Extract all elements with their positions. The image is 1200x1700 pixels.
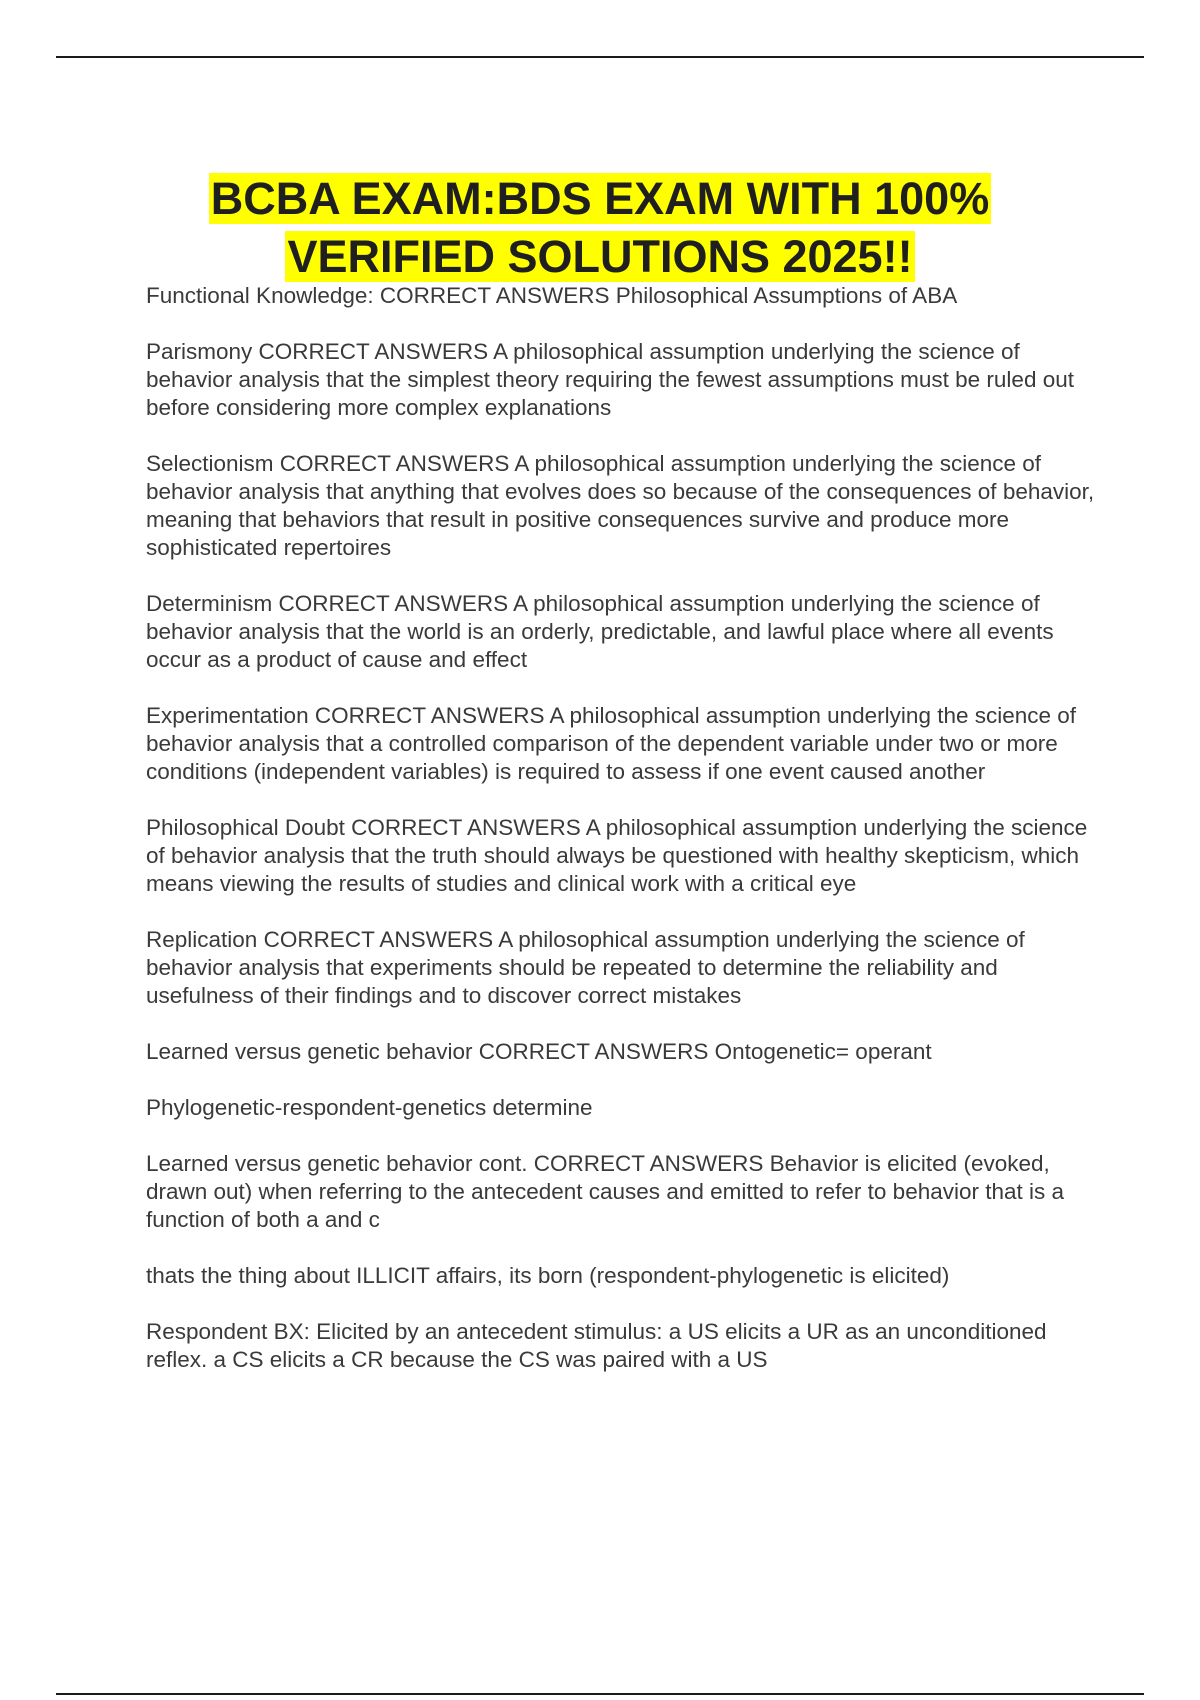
paragraph-learned-vs-genetic: Learned versus genetic behavior CORRECT ANSWERS Ontogenetic= operant bbox=[146, 1039, 932, 1064]
paragraph-phylogenetic: Phylogenetic-respondent-genetics determine bbox=[146, 1095, 593, 1120]
paragraph-experimentation: Experimentation CORRECT ANSWERS A philosophical assumption underlying the science of behavior analysis that a controlled comparison of the dependent variable under two or more conditions (independent variables) is required to assess if one event caused another bbox=[146, 703, 1077, 784]
page-title bbox=[100, 170, 1100, 286]
paragraph-respondent-bx: Respondent BX: Elicited by an antecedent stimulus: a US elicits a UR as an unconditioned reflex. a CS elicits a CR because the CS was paired with a US bbox=[146, 1319, 1047, 1372]
title-highlight: BCBA EXAM:BDS EXAM WITH 100% VERIFIED SOLUTIONS 2025!! bbox=[210, 173, 990, 283]
paragraph-illicit-affairs: thats the thing about ILLICIT affairs, its born (respondent-phylogenetic is elicited) bbox=[146, 1263, 950, 1288]
bottom-rule bbox=[56, 1693, 1144, 1695]
paragraph-functional-knowledge: Functional Knowledge: CORRECT ANSWERS Philosophical Assumptions of ABA bbox=[146, 283, 958, 308]
paragraph-replication: Replication CORRECT ANSWERS A philosophical assumption underlying the science of behavior analysis that experiments should be repeated to determine the reliability and usefulness of their findings and to discover correct mistakes bbox=[146, 927, 1025, 1008]
top-rule bbox=[56, 56, 1144, 58]
paragraph-parismony: Parismony CORRECT ANSWERS A philosophical assumption underlying the science of behavior analysis that the simplest theory requiring the fewest assumptions must be ruled out before considering more complex explanations bbox=[146, 339, 1074, 420]
paragraph-learned-vs-genetic-cont: Learned versus genetic behavior cont. CORRECT ANSWERS Behavior is elicited (evoked, drawn out) when referring to the antecedent causes and emitted to refer to behavior that is a function of both a and c bbox=[146, 1151, 1065, 1232]
document-body bbox=[146, 282, 1096, 1402]
paragraph-philosophical-doubt: Philosophical Doubt CORRECT ANSWERS A philosophical assumption underlying the science of behavior analysis that the truth should always be questioned with healthy skepticism, which means viewing the results of studies and clinical work with a critical eye bbox=[146, 815, 1088, 896]
paragraph-selectionism: Selectionism CORRECT ANSWERS A philosophical assumption underlying the science of behavior analysis that anything that evolves does so because of the consequences of behavior, meaning that behaviors that result in positive consequences survive and produce more sophisticated repertoires bbox=[146, 451, 1095, 560]
paragraph-determinism: Determinism CORRECT ANSWERS A philosophical assumption underlying the science of behavior analysis that the world is an orderly, predictable, and lawful place where all events occur as a product of cause and effect bbox=[146, 591, 1054, 672]
